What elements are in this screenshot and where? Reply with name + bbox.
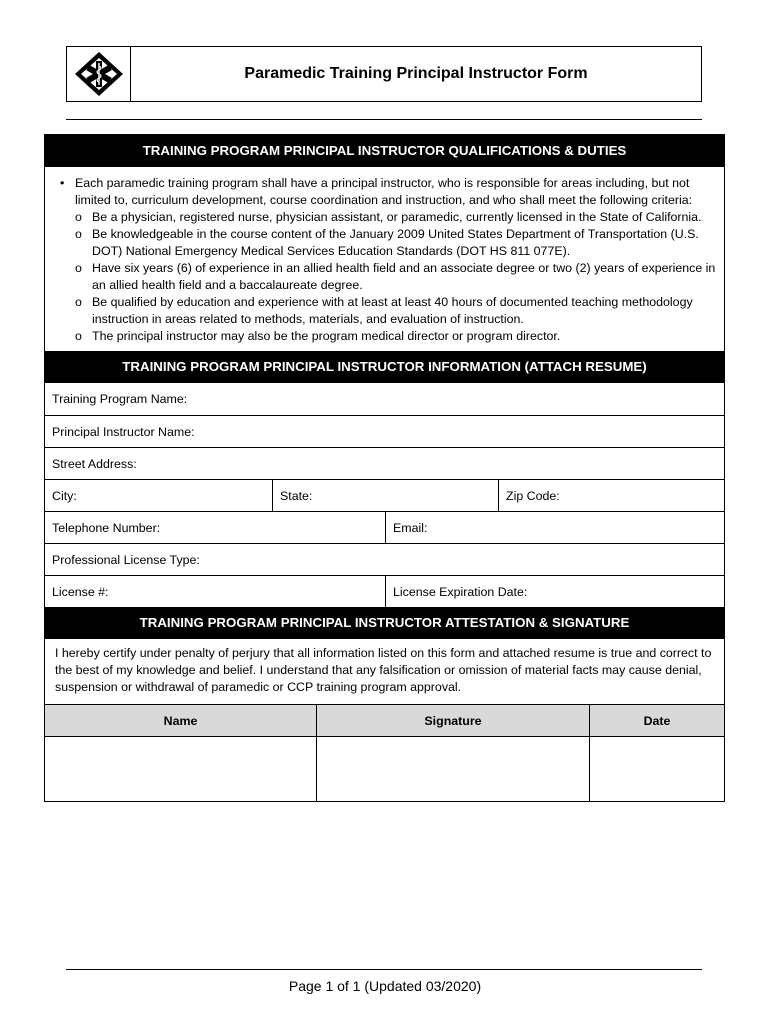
intro-text: Each paramedic training program shall have a principal instructor, who is responsible for areas including, but not limited to, curriculum development, course coordination and instruction, and who shall meet the following criteria: — [75, 176, 693, 207]
form-header — [66, 46, 702, 102]
program-name-label: Training Program Name: — [52, 392, 188, 406]
instructor-name-row — [45, 415, 724, 447]
circle-bullet-icon: o — [75, 295, 82, 309]
circle-bullet-icon: o — [75, 227, 82, 241]
signature-table — [45, 704, 724, 801]
instructor-name-label: Principal Instructor Name: — [52, 424, 195, 439]
telephone-field[interactable] — [45, 512, 385, 543]
criteria-item — [55, 294, 716, 328]
email-field[interactable] — [385, 512, 724, 543]
street-address-label: Street Address: — [52, 456, 137, 471]
city-field[interactable] — [45, 480, 272, 511]
criteria-item — [55, 226, 716, 260]
criteria-text: Have six years (6) of experience in an allied health field and an associate degree or two (2) years of experience in an allied health field and a baccalaureate degree. — [92, 261, 716, 292]
license-type-row — [45, 543, 724, 575]
signature-cell[interactable] — [317, 737, 590, 802]
qualifications-section — [45, 167, 724, 351]
phone-email-row — [45, 511, 724, 543]
program-name-field[interactable] — [45, 383, 724, 415]
criteria-text: Be knowledgeable in the course content of the January 2009 United States Department of Transportation (U.S. DOT) National Emergency Medical Services Education Standards (DOT HS 811 077E). — [92, 227, 699, 258]
program-name-row — [45, 383, 724, 415]
license-type-label: Professional License Type: — [52, 552, 200, 567]
instructor-name-field[interactable] — [45, 416, 724, 447]
signature-table-row — [45, 737, 724, 802]
name-cell[interactable] — [45, 737, 317, 802]
zip-code-label: Zip Code: — [506, 488, 560, 503]
instructor-form — [44, 134, 725, 802]
attestation-heading: TRAINING PROGRAM PRINCIPAL INSTRUCTOR ATTESTATION & SIGNATURE — [45, 607, 724, 639]
star-of-life-icon — [67, 47, 131, 101]
city-state-zip-row — [45, 479, 724, 511]
circle-bullet-icon: o — [75, 329, 82, 343]
license-expiration-field[interactable] — [385, 576, 724, 607]
license-expiration-label: License Expiration Date: — [393, 584, 528, 599]
criteria-item — [55, 209, 716, 226]
page-title: Paramedic Training Principal Instructor Form — [244, 65, 588, 82]
name-column-header: Name — [45, 705, 317, 737]
city-label: City: — [52, 488, 77, 503]
criteria-text: Be a physician, registered nurse, physician assistant, or paramedic, currently licensed in the State of California. — [92, 210, 702, 224]
email-label: Email: — [393, 520, 428, 535]
street-address-field[interactable] — [45, 448, 724, 479]
information-heading: TRAINING PROGRAM PRINCIPAL INSTRUCTOR INFORMATION (ATTACH RESUME) — [45, 351, 724, 383]
signature-table-header — [45, 705, 724, 737]
state-field[interactable] — [272, 480, 498, 511]
date-column-header: Date — [590, 705, 725, 737]
license-row — [45, 575, 724, 607]
bullet-icon: • — [60, 176, 65, 190]
license-number-label: License #: — [52, 584, 109, 599]
license-type-field[interactable] — [45, 544, 724, 575]
street-address-row — [45, 447, 724, 479]
criteria-item — [55, 328, 716, 345]
qualifications-heading: TRAINING PROGRAM PRINCIPAL INSTRUCTOR QUALIFICATIONS & DUTIES — [45, 135, 724, 167]
telephone-label: Telephone Number: — [52, 520, 161, 535]
criteria-item — [55, 260, 716, 294]
zip-code-field[interactable] — [498, 480, 724, 511]
attestation-text: I hereby certify under penalty of perjury that all information listed on this form and attached resume is true and correct to the best of my knowledge and belief. I understand that any falsification or omission of material facts may cause denial, suspension or withdrawal of paramedic or CCP training program approval. — [55, 646, 712, 694]
criteria-text: Be qualified by education and experience with at least at least 40 hours of documented teaching methodology instruction in areas related to methods, materials, and evaluation of instruction. — [92, 295, 693, 326]
page-footer: Page 1 of 1 (Updated 03/2020) — [288, 978, 482, 994]
criteria-text: The principal instructor may also be the program medical director or program director. — [92, 329, 561, 343]
circle-bullet-icon: o — [75, 261, 82, 275]
signature-column-header: Signature — [317, 705, 590, 737]
license-number-field[interactable] — [45, 576, 385, 607]
state-label: State: — [280, 488, 313, 503]
footer-divider — [66, 969, 702, 970]
header-divider — [66, 119, 702, 120]
date-cell[interactable] — [590, 737, 725, 802]
qualifications-intro — [55, 175, 716, 209]
circle-bullet-icon: o — [75, 210, 82, 224]
